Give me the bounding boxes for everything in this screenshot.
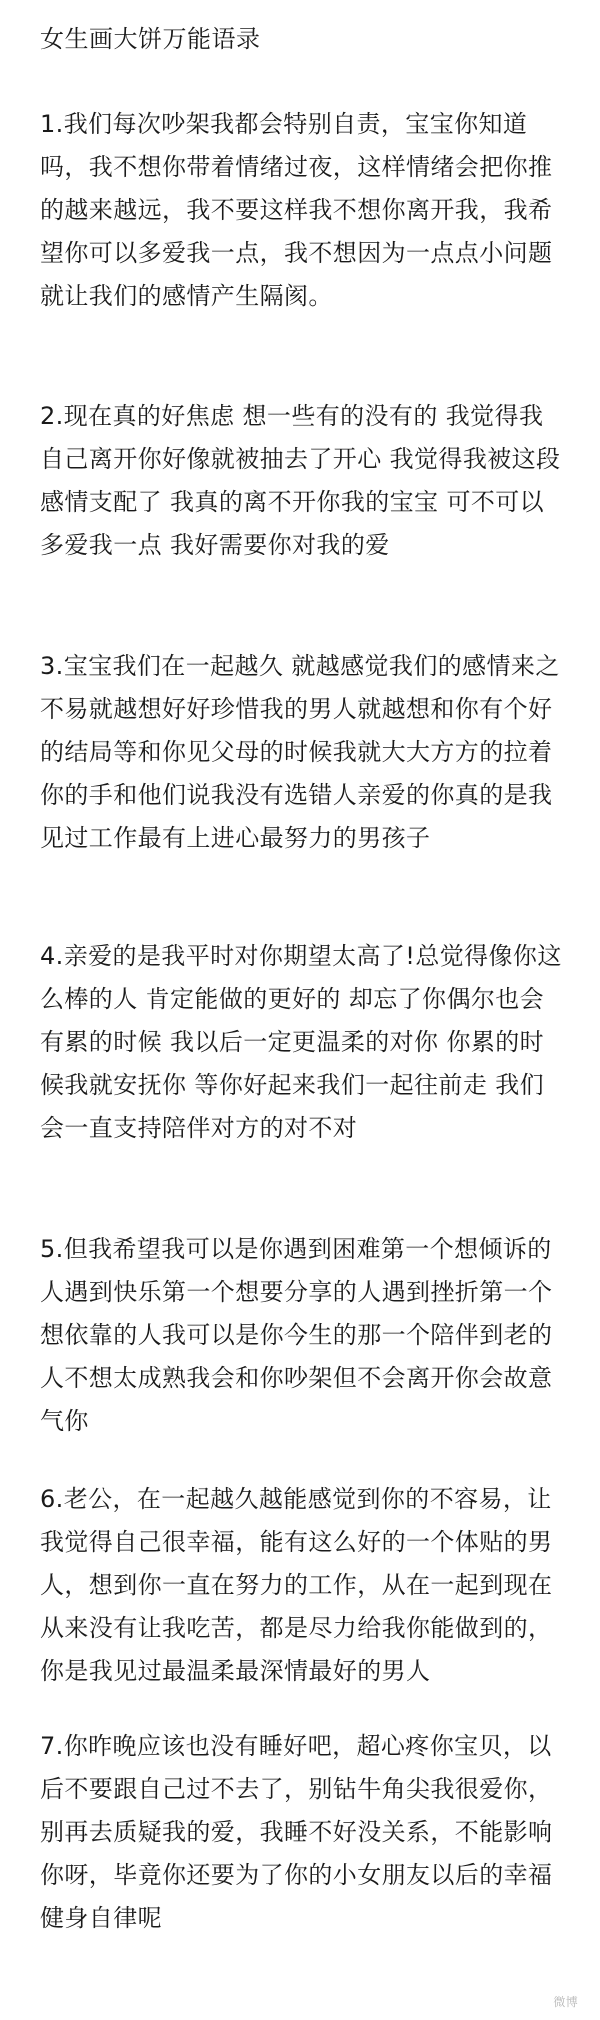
- quote-paragraph-5: 5.但我希望我可以是你遇到困难第一个想倾诉的人遇到快乐第一个想要分享的人遇到挫折第一个想依靠的人我可以是你今生的那一个陪伴到老的人不想太成熟我会和你吵架但不会离开你会故意气你: [40, 1235, 553, 1435]
- watermark: 微博: [553, 1995, 578, 2009]
- document-title: 女生画大饼万能语录: [40, 25, 261, 53]
- quote-paragraph-7: 7.你昨晚应该也没有睡好吧，超心疼你宝贝，以后不要跟自己过不去了，别钻牛角尖我很爱你，别再去质疑我的爱，我睡不好没关系，不能影响你呀，毕竟你还要为了你的小女朋友以后的幸福健身自律呢: [40, 1732, 553, 1932]
- quote-paragraph-3: 3.宝宝我们在一起越久 就越感觉我们的感情来之不易就越想好好珍惜我的男人就越想和你有个好的结局等和你见父母的时候我就大大方方的拉着你的手和他们说我没有选错人亲爱的你真的是我见过工作最有上进心最努力的男孩子: [40, 652, 560, 852]
- quote-paragraph-4: 4.亲爱的是我平时对你期望太高了!总觉得像你这么棒的人 肯定能做的更好的 却忘了你偶尔也会有累的时候 我以后一定更温柔的对你 你累的时候我就安抚你 等你好起来我们一起往前走 我们会一直支持陪伴对方的对不对: [40, 942, 562, 1142]
- quote-paragraph-2: 2.现在真的好焦虑 想一些有的没有的 我觉得我自己离开你好像就被抽去了开心 我觉得我被这段感情支配了 我真的离不开你我的宝宝 可不可以多爱我一点 我好需要你对我的爱: [40, 402, 561, 559]
- quote-paragraph-6: 6.老公，在一起越久越能感觉到你的不容易，让我觉得自己很幸福，能有这么好的一个体贴的男人，想到你一直在努力的工作，从在一起到现在从来没有让我吃苦，都是尽力给我你能做到的，你是我见过最温柔最深情最好的男人: [40, 1485, 553, 1685]
- quote-paragraph-1: 1.我们每次吵架我都会特别自责，宝宝你知道吗，我不想你带着情绪过夜，这样情绪会把你推的越来越远，我不要这样我不想你离开我，我希望你可以多爱我一点，我不想因为一点点小问题就让我们的感情产生隔阂。: [40, 110, 553, 310]
